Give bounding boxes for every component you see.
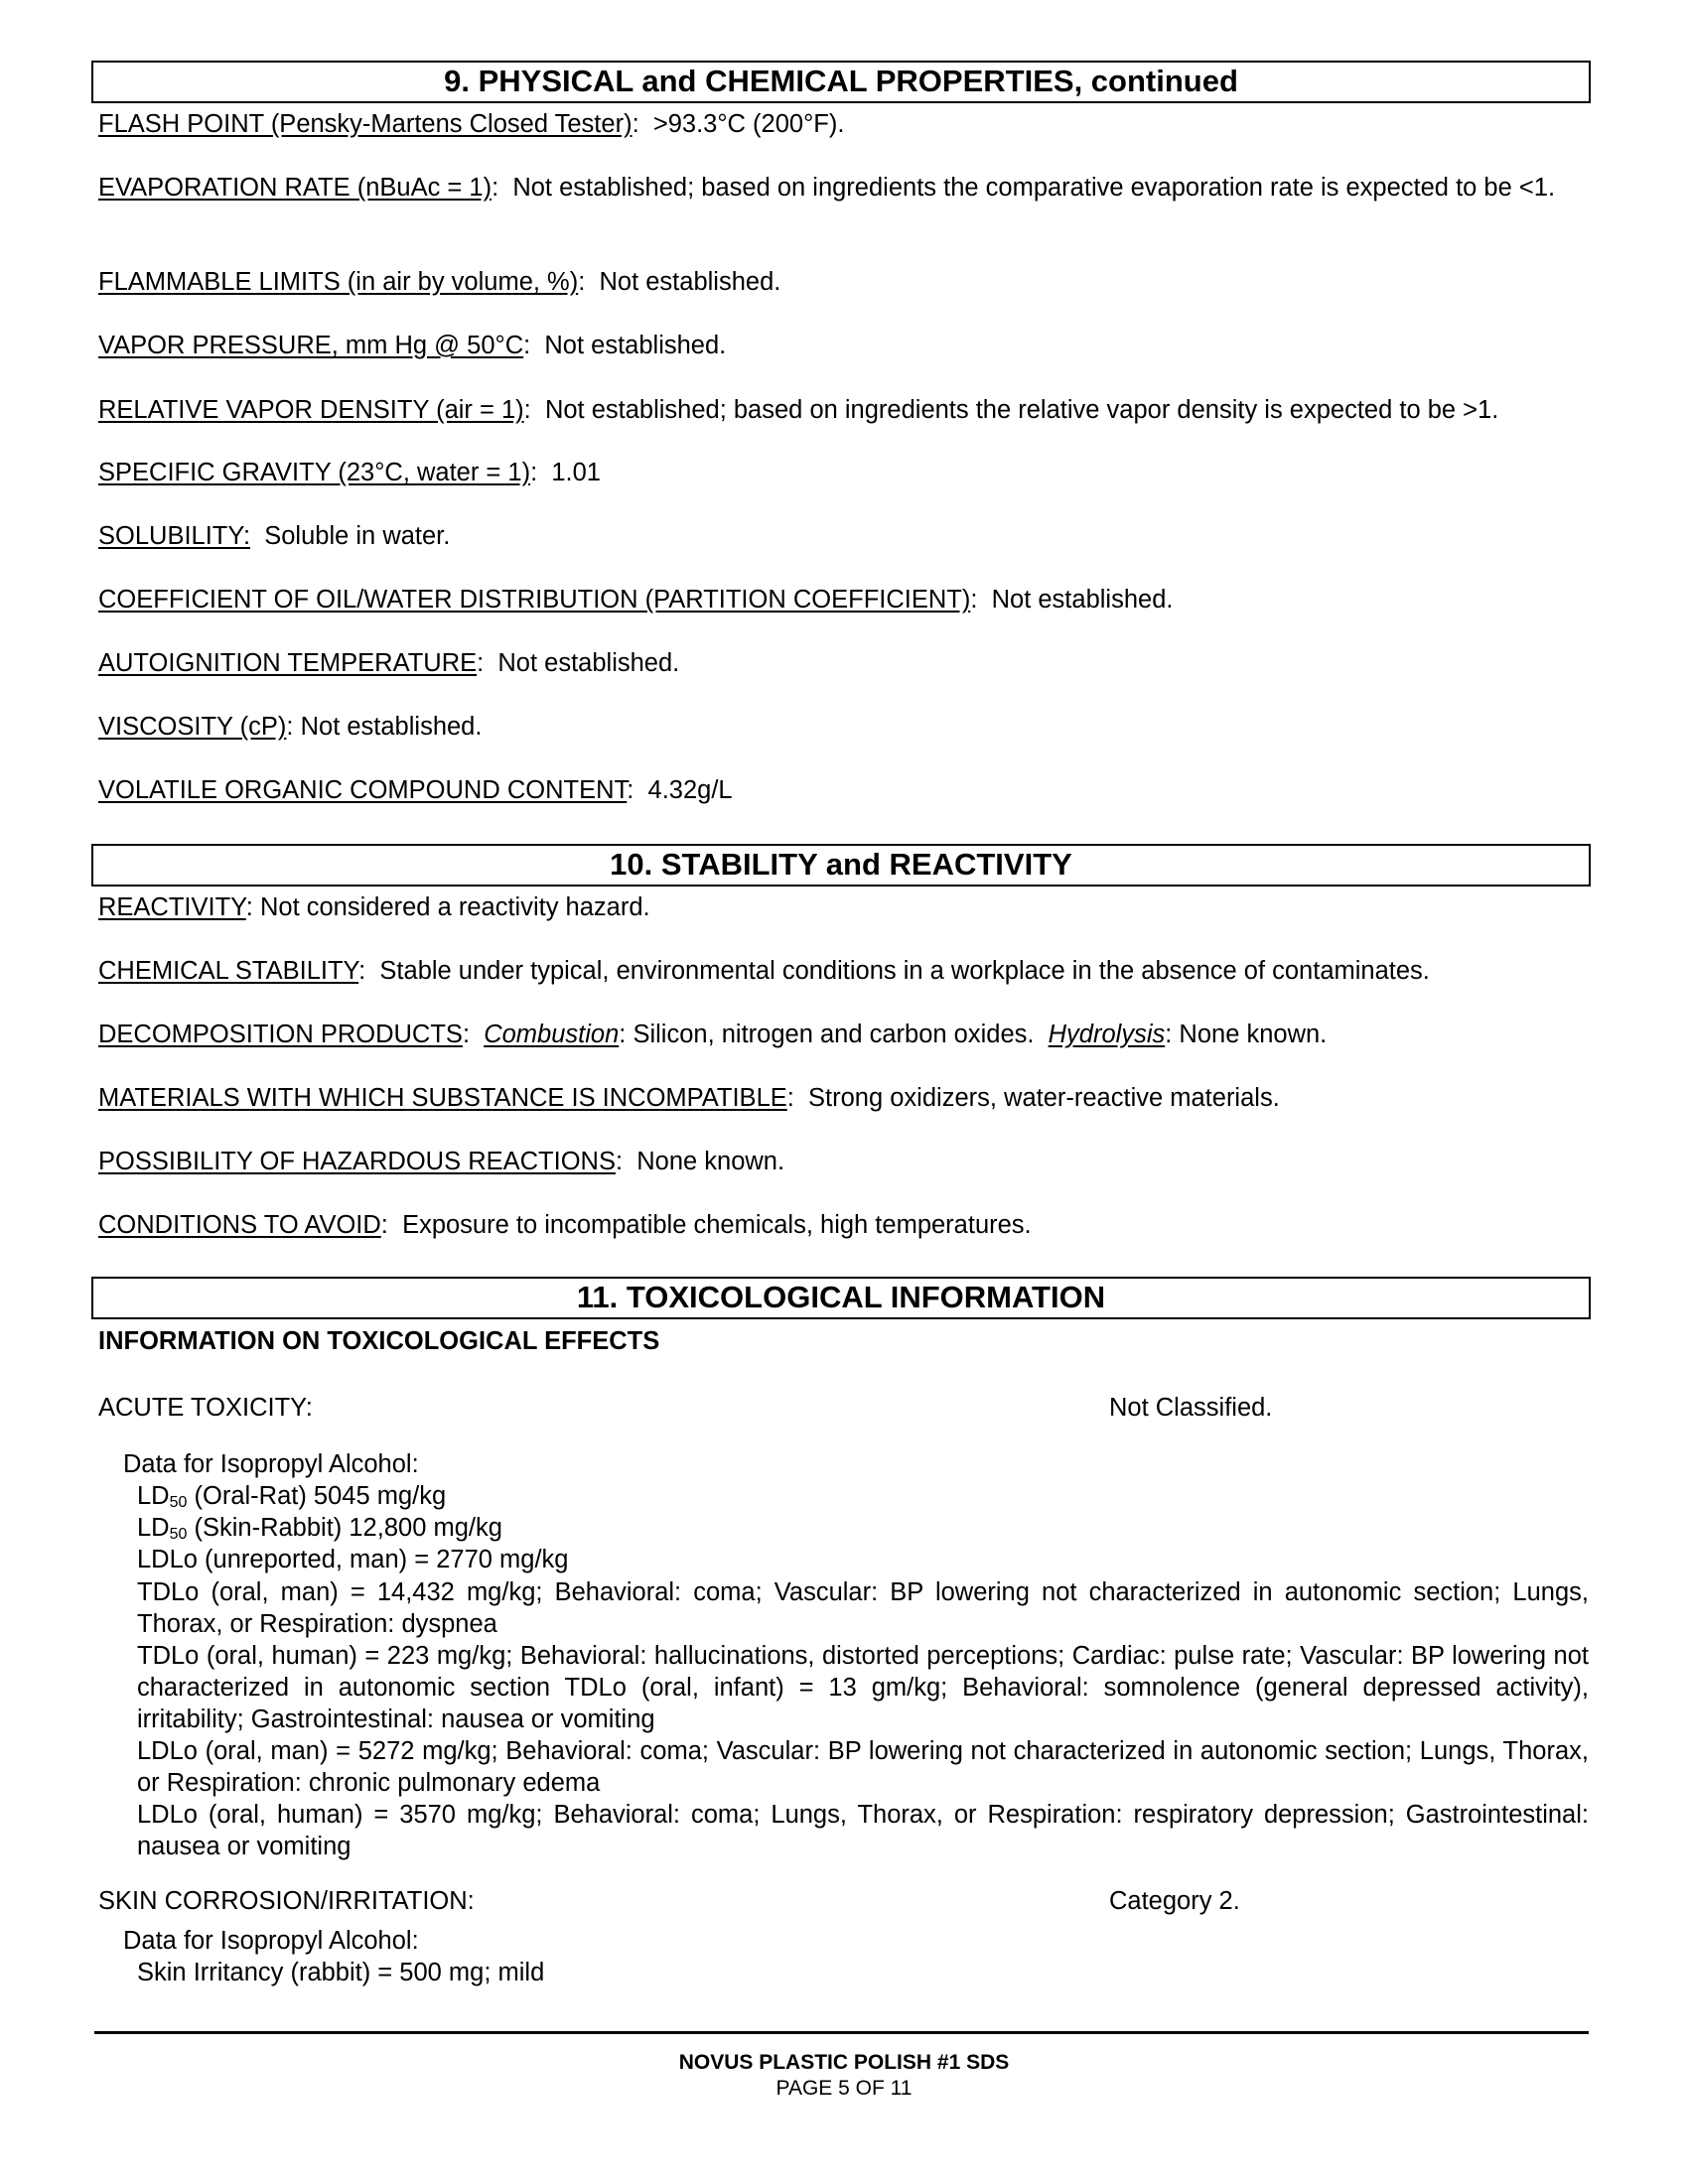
skin-irritancy-entry: Skin Irritancy (rabbit) = 500 mg; mild (137, 1959, 545, 1986)
property-reactivity (98, 892, 1588, 923)
hydrolysis-value: None known. (1179, 1021, 1328, 1048)
property-evaporation-rate (98, 173, 1588, 204)
property-label: AUTOIGNITION TEMPERATURE (98, 649, 478, 677)
label-colon: : (245, 893, 253, 921)
toxicity-entry: TDLo (oral, man) = 14,432 mg/kg; Behavioral: coma; Vascular: BP lowering not characterized in autonomic section; Lungs, Thorax, or Respiration: dyspnea (137, 1578, 1589, 1638)
property-incompatible-materials (98, 1083, 1588, 1114)
footer-page-number: PAGE 5 OF 11 (775, 2077, 913, 2100)
toxicological-effects-subheader: INFORMATION ON TOXICOLOGICAL EFFECTS (98, 1327, 660, 1355)
label-colon: : (615, 1148, 624, 1175)
label-colon: : (578, 268, 586, 296)
ld50-oral-rat (137, 1481, 1589, 1512)
property-label: SPECIFIC GRAVITY (23°C, water = 1) (98, 459, 531, 486)
property-voc-content (98, 775, 1588, 806)
section-11-header: 11. TOXICOLOGICAL INFORMATION (91, 1277, 1591, 1319)
ld50-prefix: LD (137, 1514, 170, 1542)
acute-toxicity-row (98, 1393, 1588, 1424)
ld50-prefix: LD (137, 1482, 170, 1510)
property-label: DECOMPOSITION PRODUCTS (98, 1021, 463, 1048)
ld50-skin-rabbit (137, 1513, 1589, 1544)
label-colon: : (477, 649, 485, 677)
section-10-header: 10. STABILITY and REACTIVITY (91, 844, 1591, 887)
property-partition-coefficient (98, 585, 1588, 615)
property-value: Not established. (991, 586, 1174, 614)
property-label: VOLATILE ORGANIC COMPOUND CONTENT (98, 776, 628, 804)
property-value: Not considered a reactivity hazard. (259, 893, 650, 921)
label-colon: : (632, 110, 639, 138)
property-value: >93.3°C (200°F). (652, 110, 845, 138)
property-vapor-pressure (98, 331, 1588, 361)
combustion-value: Silicon, nitrogen and carbon oxides. (633, 1021, 1035, 1048)
property-value: Not established. (599, 268, 781, 296)
ld50-subscript: 50 (169, 1526, 188, 1543)
section-9-header: 9. PHYSICAL and CHEMICAL PROPERTIES, continued (91, 61, 1591, 103)
ld50-oral-value: (Oral-Rat) 5045 mg/kg (194, 1482, 447, 1510)
property-value: 1.01 (551, 459, 601, 486)
property-solubility (98, 521, 1588, 552)
property-label: RELATIVE VAPOR DENSITY (air = 1) (98, 396, 524, 424)
property-value: 4.32g/L (647, 776, 733, 804)
acute-data-for: Data for Isopropyl Alcohol: (123, 1450, 419, 1478)
property-flash-point (98, 109, 1588, 140)
property-chemical-stability (98, 956, 1588, 987)
property-label: POSSIBILITY OF HAZARDOUS REACTIONS (98, 1148, 616, 1175)
hydrolysis-label: Hydrolysis (1048, 1021, 1166, 1048)
combustion-label: Combustion (484, 1021, 620, 1048)
label-colon: : (380, 1211, 388, 1239)
label-colon: : (492, 174, 499, 202)
property-decomposition-products: DECOMPOSITION PRODUCTS: Combustion: Silicon, nitrogen and carbon oxides. Hydrolysis: None known. (98, 1021, 1328, 1048)
property-value: Exposure to incompatible chemicals, high temperatures. (402, 1211, 1032, 1239)
property-value: Not established. (544, 332, 727, 359)
property-flammable-limits (98, 267, 1588, 298)
property-value: Not established. (300, 713, 483, 741)
label-colon: : (523, 396, 531, 424)
property-label: CHEMICAL STABILITY (98, 957, 359, 985)
property-value: None known. (636, 1148, 785, 1175)
property-value: Not established; based on ingredients the relative vapor density is expected to be >1. (544, 396, 1499, 424)
property-label: SOLUBILITY: (98, 522, 251, 550)
label-colon: : (627, 776, 634, 804)
property-relative-vapor-density (98, 395, 1588, 426)
skin-corrosion-row (98, 1886, 1588, 1917)
skin-corrosion-classification: Category 2. (1109, 1887, 1240, 1915)
label-colon: : (786, 1084, 794, 1112)
property-hazardous-reactions (98, 1147, 1588, 1177)
property-label: REACTIVITY (98, 893, 246, 921)
property-autoignition (98, 648, 1588, 679)
property-label: COEFFICIENT OF OIL/WATER DISTRIBUTION (PARTITION COEFFICIENT) (98, 586, 971, 614)
toxicity-entry: LDLo (oral, man) = 5272 mg/kg; Behavioral: coma; Vascular: BP lowering not characterized in autonomic section; Lungs, Thorax, or Respiration: chronic pulmonary edema (137, 1737, 1589, 1797)
property-value: Strong oxidizers, water-reactive materials. (808, 1084, 1280, 1112)
label-colon: : (286, 713, 294, 741)
label-colon: : (462, 1021, 471, 1048)
acute-toxicity-label: ACUTE TOXICITY: (98, 1394, 313, 1422)
property-conditions-to-avoid (98, 1210, 1588, 1241)
property-viscosity (98, 712, 1588, 743)
toxicity-entry: TDLo (oral, human) = 223 mg/kg; Behavioral: hallucinations, distorted perceptions; Cardiac: pulse rate; Vascular: BP lowering not characterized in autonomic section TDLo (oral, infant) = 13 gm/kg; Behavioral: somnolence (general depressed activity), irritability; Gastrointestinal: nausea or vomiting (137, 1642, 1589, 1733)
property-label: MATERIALS WITH WHICH SUBSTANCE IS INCOMPATIBLE (98, 1084, 787, 1112)
property-value: Not established; based on ingredients the comparative evaporation rate is expected to be <1. (512, 174, 1556, 202)
property-label: CONDITIONS TO AVOID (98, 1211, 381, 1239)
ld50-subscript: 50 (169, 1494, 188, 1511)
property-label: FLASH POINT (Pensky-Martens Closed Tester) (98, 110, 633, 138)
ld50-skin-value: (Skin-Rabbit) 12,800 mg/kg (194, 1514, 502, 1542)
property-label: VISCOSITY (cP) (98, 713, 287, 741)
toxicity-entry: LDLo (oral, human) = 3570 mg/kg; Behavioral: coma; Lungs, Thorax, or Respiration: respiratory depression; Gastrointestinal: nausea or vomiting (137, 1801, 1589, 1860)
property-label: FLAMMABLE LIMITS (in air by volume, %) (98, 268, 579, 296)
label-colon: : (970, 586, 978, 614)
property-label: VAPOR PRESSURE, mm Hg @ 50°C (98, 332, 524, 359)
skin-data-for: Data for Isopropyl Alcohol: (123, 1927, 419, 1955)
footer-document-title: NOVUS PLASTIC POLISH #1 SDS (678, 2051, 1010, 2074)
property-value: Stable under typical, environmental conditions in a workplace in the absence of contaminates. (379, 957, 1430, 985)
skin-corrosion-label: SKIN CORROSION/IRRITATION: (98, 1887, 475, 1915)
ldlo-unreported: LDLo (unreported, man) = 2770 mg/kg (137, 1546, 569, 1573)
acute-toxicity-classification: Not Classified. (1109, 1394, 1273, 1422)
label-colon: : (358, 957, 366, 985)
property-specific-gravity (98, 458, 1588, 488)
property-value: Soluble in water. (264, 522, 451, 550)
property-label: EVAPORATION RATE (nBuAc = 1) (98, 174, 492, 202)
label-colon: : (523, 332, 531, 359)
property-value: Not established. (497, 649, 680, 677)
label-colon: : (530, 459, 538, 486)
footer-divider (94, 2031, 1589, 2034)
